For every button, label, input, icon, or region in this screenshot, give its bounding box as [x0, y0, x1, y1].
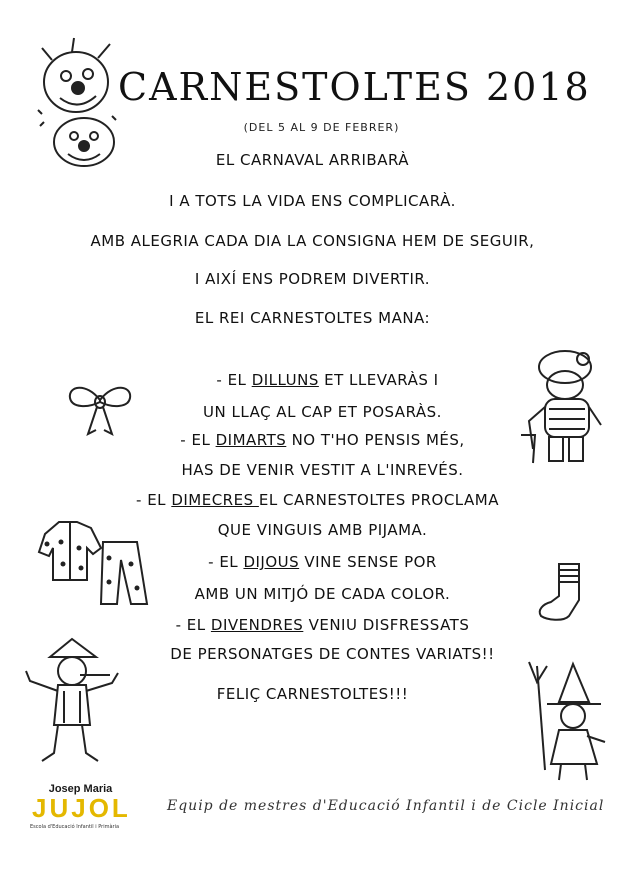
thursday-line: - EL DIJOUS VINE SENSE POR [208, 553, 437, 571]
friday-line-2: DE PERSONATGES DE CONTES VARIATS!! [170, 645, 495, 663]
friday-line: - EL DIVENDRES VENIU DISFRESSATS [175, 616, 470, 634]
thursday-line-2: AMB UN MITJÓ DE CADA COLOR. [194, 585, 451, 603]
tuesday-label: DIMARTS [215, 431, 287, 449]
thursday-label: DIJOUS [243, 553, 300, 571]
witch-icon [525, 660, 615, 785]
poem-line-1: EL CARNAVAL ARRIBARÀ [215, 151, 410, 169]
footer-credit: Equip de mestres d'Educació Infantil i de Cicle Inicial [167, 798, 605, 814]
logo-top-text: Josep Maria [48, 783, 113, 795]
friday-label: DIVENDRES [210, 616, 304, 634]
tuesday-line: - EL DIMARTS NO T'HO PENSIS MÉS, [180, 431, 465, 449]
closing-line: FELIÇ CARNESTOLTES!!! [216, 685, 409, 703]
logo-name: JUJOL [32, 793, 131, 823]
wednesday-line: - EL DIMECRES EL CARNESTOLTES PROCLAMA [136, 491, 499, 509]
bow-icon [66, 378, 134, 440]
poem-line-3: AMB ALEGRIA CADA DIA LA CONSIGNA HEM DE SEGUIR, [90, 232, 535, 250]
school-logo [28, 783, 138, 839]
sock-icon [535, 560, 593, 625]
monday-line-2: UN LLAÇ AL CAP ET POSARÀS. [203, 403, 442, 421]
date-range-subtitle: (DEL 5 AL 9 DE FEBRER) [243, 121, 400, 134]
clown-masks-icon [32, 30, 124, 170]
monday-line: - EL DILLUNS ET LLEVARÀS I [216, 371, 439, 389]
poem-line-2: I A TOTS LA VIDA ENS COMPLICARÀ. [169, 192, 456, 210]
pinocchio-icon [20, 635, 125, 773]
wednesday-line-2: QUE VINGUIS AMB PIJAMA. [217, 521, 428, 539]
wednesday-label: DIMECRES [171, 491, 259, 509]
monday-label: DILLUNS [251, 371, 319, 389]
pajamas-icon [35, 518, 155, 608]
page-title: CARNESTOLTES 2018 [118, 65, 591, 110]
poem-line-4: I AIXÍ ENS PODREM DIVERTIR. [194, 270, 431, 288]
poem-line-5: EL REI CARNESTOLTES MANA: [194, 309, 431, 327]
logo-caption: Escola d'Educació Infantil i Primària [30, 824, 120, 830]
tuesday-line-2: HAS DE VENIR VESTIT A L'INREVÉS. [181, 461, 464, 479]
child-costume-icon [515, 345, 607, 470]
